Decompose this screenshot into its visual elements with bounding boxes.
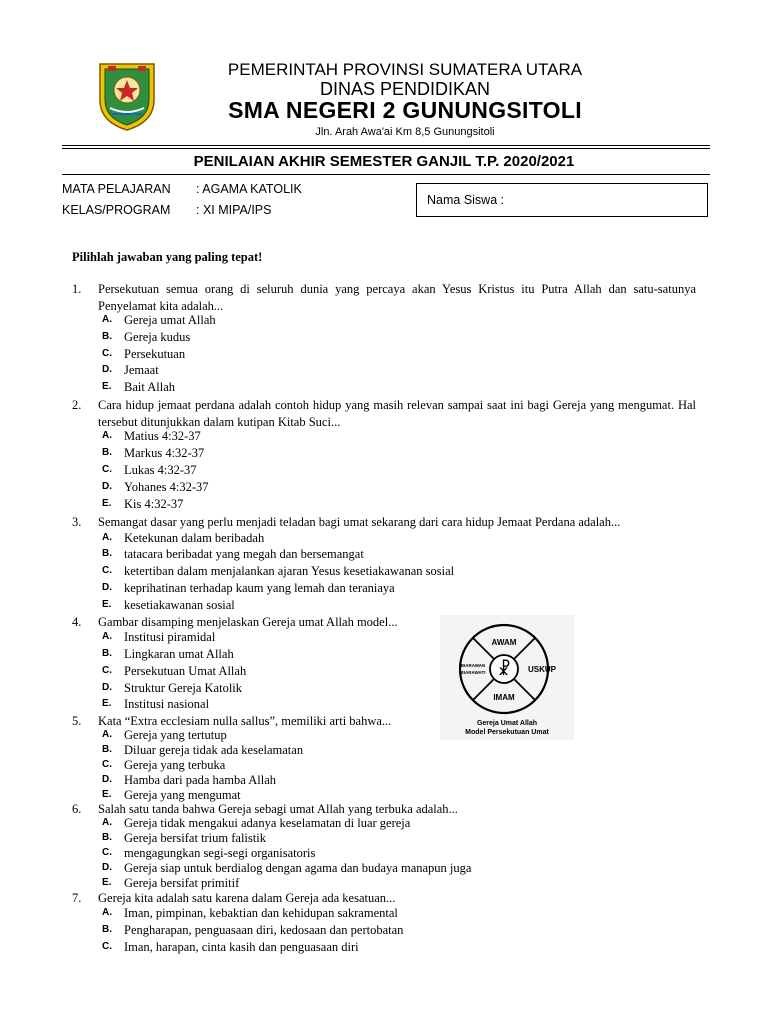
option-text: kesetiakawanan sosial	[124, 598, 235, 612]
option-text: Persekutuan	[124, 347, 186, 361]
option-letter: A.	[102, 907, 112, 918]
option-letter: B.	[102, 447, 112, 458]
option-text: Gereja siap untuk berdialog dengan agama dan budaya manapun juga	[124, 861, 472, 875]
option-text: Persekutuan Umat Allah	[124, 664, 247, 678]
option-text: Diluar gereja tidak ada keselamatan	[124, 743, 304, 757]
header-school-name: SMA NEGERI 2 GUNUNGSITOLI	[228, 97, 582, 123]
option-text: Gereja bersifat primitif	[124, 876, 240, 890]
meta-class-value: : XI MIPA/IPS	[196, 203, 272, 217]
question-number: 7.	[72, 891, 82, 905]
option-text: Markus 4:32-37	[124, 446, 205, 460]
option-letter: A.	[102, 817, 112, 828]
option-text: Institusi nasional	[124, 697, 210, 711]
header-government: PEMERINTAH PROVINSI SUMATERA UTARA	[227, 60, 583, 79]
option-letter: B.	[102, 648, 112, 659]
header-divider-thin	[62, 148, 710, 149]
question-text: Gambar disamping menjelaskan Gereja umat Allah model...	[98, 615, 398, 629]
option-text: Hamba dari pada hamba Allah	[124, 773, 277, 787]
option-text: mengagungkan segi-segi organisatoris	[124, 846, 316, 860]
header-department: DINAS PENDIDIKAN	[319, 79, 491, 99]
question-number: 4.	[72, 615, 82, 629]
option-text: Gereja yang tertutup	[124, 728, 227, 742]
option-text: keprihatinan terhadap kaum yang lemah dan teraniaya	[124, 581, 395, 595]
option-text: Gereja yang mengumat	[124, 788, 241, 802]
option-text: Institusi piramidal	[124, 630, 216, 644]
option-letter: D.	[102, 582, 112, 593]
header-address: Jln. Arah Awa'ai Km 8,5 Gunungsitoli	[315, 126, 495, 138]
question-text: Persekutuan semua orang di seluruh dunia yang percaya akan Yesus Kristus itu Putra Allah dan satu-satunya Penyelamat kita adalah...	[98, 282, 696, 313]
church-model-diagram	[440, 615, 574, 740]
question-text: Cara hidup jemaat perdana adalah contoh hidup yang masih relevan sampai saat ini bagi Gereja yang mengumat. Hal tersebut ditunjukkan dalam kutipan Kitab Suci...	[98, 398, 696, 429]
question-number: 5.	[72, 714, 82, 728]
option-letter: D.	[102, 364, 112, 375]
option-letter: A.	[102, 631, 112, 642]
question-number: 6.	[72, 802, 82, 816]
option-letter: B.	[102, 331, 112, 342]
option-letter: C.	[102, 565, 112, 576]
option-text: Iman, harapan, cinta kasih dan penguasaan diri	[124, 940, 359, 954]
question-1	[72, 281, 696, 315]
option-text: Kis 4:32-37	[124, 497, 184, 511]
option-letter: D.	[102, 481, 112, 492]
option-letter: B.	[102, 744, 112, 755]
option-letter: D.	[102, 862, 112, 873]
question-text: Kata “Extra ecclesiam nulla sallus”, memiliki arti bahwa...	[98, 714, 392, 728]
question-text: Gereja kita adalah satu karena dalam Gereja ada kesatuan...	[98, 891, 396, 905]
option-text: Gereja kudus	[124, 330, 191, 344]
option-text: Gereja bersifat trium falistik	[124, 831, 266, 845]
option-letter: A.	[102, 729, 112, 740]
option-letter: E.	[102, 789, 112, 800]
diagram-label-awam: AWAM	[491, 638, 517, 647]
meta-class-key: KELAS/PROGRAM	[62, 203, 171, 217]
option-letter: C.	[102, 847, 112, 858]
option-letter: E.	[102, 599, 112, 610]
option-letter: D.	[102, 682, 112, 693]
option-text: Struktur Gereja Katolik	[124, 681, 243, 695]
option-text: tatacara beribadat yang megah dan bersemangat	[124, 547, 364, 561]
diagram-label-uskup: USKUP	[528, 665, 557, 674]
option-text: Gereja tidak mengakui adanya keselamatan di luar gereja	[124, 816, 411, 830]
student-name-box[interactable]	[416, 183, 708, 217]
diagram-caption-2: Model Persekutuan Umat	[465, 729, 549, 736]
option-text: Gereja yang terbuka	[124, 758, 226, 772]
option-text: Lukas 4:32-37	[124, 463, 197, 477]
student-name-label: Nama Siswa :	[427, 193, 505, 207]
option-letter: C.	[102, 665, 112, 676]
question-number: 2.	[72, 398, 82, 412]
option-letter: B.	[102, 832, 112, 843]
exam-title: PENILAIAN AKHIR SEMESTER GANJIL T.P. 2020/2021	[193, 153, 575, 170]
question-text: Salah satu tanda bahwa Gereja sebagi umat Allah yang terbuka adalah...	[98, 802, 458, 816]
option-text: Lingkaran umat Allah	[124, 647, 234, 661]
diagram-label-imam: IMAM	[493, 693, 515, 702]
question-number: 3.	[72, 515, 82, 529]
option-text: Gereja umat Allah	[124, 313, 216, 327]
option-text: Bait Allah	[124, 380, 176, 394]
option-letter: A.	[102, 532, 112, 543]
province-emblem-icon	[94, 60, 160, 132]
option-text: Iman, pimpinan, kebaktian dan kehidupan sakramental	[124, 906, 398, 920]
question-3	[72, 514, 696, 531]
meta-subject-value: : AGAMA KATOLIK	[196, 182, 302, 196]
meta-class	[62, 203, 271, 217]
question-4	[72, 614, 432, 631]
header-divider-thick	[62, 145, 710, 146]
option-text: Matius 4:32-37	[124, 429, 201, 443]
chi-rho-icon: ☧	[497, 660, 511, 680]
option-letter: E.	[102, 498, 112, 509]
diagram-caption-1: Gereja Umat Allah	[476, 720, 538, 727]
option-letter: B.	[102, 924, 112, 935]
option-letter: A.	[102, 430, 112, 441]
diagram-label-biarawati: BIARAWATI	[460, 670, 486, 675]
instruction: Pilihlah jawaban yang paling tepat!	[72, 250, 263, 264]
question-7	[72, 890, 696, 907]
title-divider	[62, 174, 710, 175]
diagram-label-biarawan: BIARAWAN	[460, 663, 486, 668]
option-text: Jemaat	[124, 363, 159, 377]
option-letter: E.	[102, 698, 112, 709]
option-letter: D.	[102, 774, 112, 785]
meta-subject-key: MATA PELAJARAN	[62, 182, 171, 196]
option-letter: B.	[102, 548, 112, 559]
meta-subject	[62, 182, 302, 196]
option-text: Yohanes 4:32-37	[124, 480, 209, 494]
option-letter: C.	[102, 348, 112, 359]
option-text: Pengharapan, penguasaan diri, kedosaan dan pertobatan	[124, 923, 404, 937]
question-text: Semangat dasar yang perlu menjadi teladan bagi umat sekarang dari cara hidup Jemaat Perdana adalah...	[98, 515, 621, 529]
option-letter: C.	[102, 759, 112, 770]
question-number: 1.	[72, 282, 82, 296]
option-text: ketertiban dalam menjalankan ajaran Yesus kesetiakawanan sosial	[124, 564, 455, 578]
option-letter: E.	[102, 381, 112, 392]
option-letter: C.	[102, 464, 112, 475]
option-letter: E.	[102, 877, 112, 888]
option-letter: A.	[102, 314, 112, 325]
option-letter: C.	[102, 941, 112, 952]
option-text: Ketekunan dalam beribadah	[124, 531, 265, 545]
question-2	[72, 397, 696, 431]
